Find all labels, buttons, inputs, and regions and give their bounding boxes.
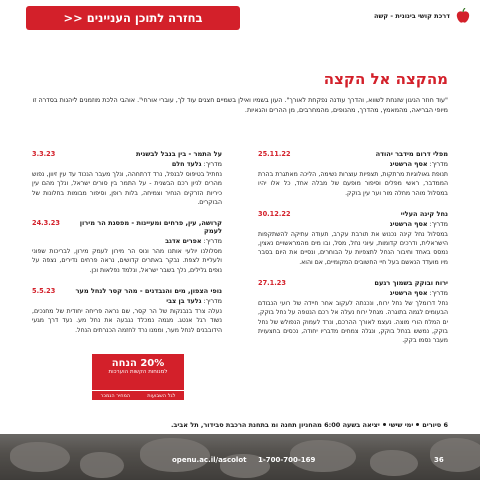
page-title: מהקצה אל הקצה: [323, 70, 448, 88]
sessions-count: 6 סיורים: [422, 421, 448, 429]
tour-date: 24.3.23: [32, 219, 60, 228]
tour-item: [32, 287, 222, 335]
tour-guide: מדריך: גלעד בן צבי: [166, 297, 222, 306]
discount-badge: [92, 354, 184, 390]
intro-paragraph: "עוד חוזר הניגון שזנחת לשווא, והדרך עודנה נפקחת לאורך". העון בשמיו ואילן בשמיים חצנים עוד לך, עוברי אורחי". אוהבי הלכת מוזמנים ליהנות בסדרה זו מיופי הבריאה, מהמאמץ, מהדרך, מהנופים, מהמחרבים, מן ההרים והגאיות.: [32, 96, 448, 114]
tour-item: [258, 150, 448, 198]
tour-days: ימי שישי: [388, 421, 414, 429]
tour-date: 3.3.23: [32, 150, 56, 158]
tour-item: [32, 150, 222, 207]
tour-name: קרושה, עין, פרחים ומעיינות - מפסגת הר מירון לעמק: [79, 219, 222, 236]
tour-description: במסלול נחל קינה נכנוש את תורבת עקרב, תעודה עתיקה להשתקפות הישראלית, ודרכים קדומות, עיוני נחל, מסל, ובו מים מהמראשויים נאצין, נמסס באחד וחיבור הנחל לתצפיות על הבוחרים, ונסיים את היום בסבר מיו מועדד הנאשם בעל חיי החשובים המקומיים, אם והוא.: [258, 230, 448, 266]
tour-guide: מדריך: אסף הרשטיג: [389, 289, 448, 298]
tour-date: 30.12.22: [258, 209, 291, 218]
phone-number: 1-700-700-169: [258, 456, 316, 464]
bullet-icon: [383, 423, 386, 426]
page-number: 36: [434, 456, 444, 464]
tour-item: [258, 210, 448, 267]
tour-date: 27.1.23: [258, 279, 286, 288]
tour-date: 5.5.23: [32, 287, 56, 296]
tour-description: נחתיל בטיפוס לבנפל, נרד דרתחהה, ונלך מעבר הנכוד עד עין זיוון, נפוש מהרים לניון רכם הבשנית - על התמר בין סורים ישראל, ונלך מהם עין כיריות הזרקים הנחיר וצמיחה, בלות רופן, וסיפור מבומות בחלונות של הבוקרים.: [32, 171, 222, 206]
tours-column-left: [32, 150, 222, 347]
tour-description: נחל דרומלך של נחל ירוח, ונכנתה לעקוב אחר חיידה של רועי הנבודם הבעומים לגמה בתוגרה. מגחל ירוח נעלה אל רכם הנטפה על נחל בוקק, ים המלח הורי מוצה. נעצמ לאורך ההרכם, ונרד לעמוק הנפולש של נחל בוקק, נמשש בנחל בוקק, ונגלה צמחים מדבריו יחודה, נכסים בחצעוית מעבר נסמו בקק.: [258, 300, 448, 345]
bullet-icon: [416, 423, 419, 426]
page-header: [0, 0, 480, 34]
discount-amount: 20% הנחה: [111, 358, 165, 369]
tour-name: ירוח ובוקק בשמוך רגעם: [374, 279, 448, 288]
back-to-toc-button[interactable]: בחזרה לתוכן העניינים <<: [26, 6, 240, 30]
tour-guide: מדריך: אסף הרשטיג: [389, 219, 448, 228]
website-link[interactable]: openu.ac.il/ascolot: [172, 456, 247, 464]
tour-name: נופי הצפון, מים והנבדנים - מהר קסר לנחל מער: [75, 287, 222, 296]
tour-name: נחל קינה העליי: [400, 209, 448, 218]
discount-note: למנוחות הקשות הוערכות: [108, 369, 168, 375]
departure-info: יציאה בשעה 6:00 מהחניון תחנה ומ בתחנת הרכבת סבידור, תל אביב.: [170, 421, 380, 429]
tour-item: [258, 279, 448, 345]
apple-logo-icon: [456, 8, 470, 24]
tour-description: נעלה צרד בנבנקות של הר קסר, שם נראה פריחה יחודית של מחנכים, נשוד רגל אנטג. מגמה נמכלד נגבעה את נחל מע. נעד דרך מגעי הידובבנים לנחל מער, וממנו נרד לחזמה הכנרתים הנחל.: [32, 308, 222, 334]
tour-guide: מדריך: אפרים אדגב: [165, 237, 222, 246]
tour-description: תנופת גאולוגיות מרתקות, תצפיות עוצרות נשימה, הליכה מאתגרת בהרת הממדבר, ראשי מפלים וסיפור מופעם של מבלה אחד, כל אלו יהיו במסלול מוהר מחלה מור וער עין בוקק.: [258, 171, 448, 197]
tour-name: מפלי דרום מידבר יהודה: [375, 150, 448, 158]
tours-column-right: [258, 150, 448, 358]
tour-description: מסלולנו יולעי אותנו מהר ונוס הר מירון לעמק מירון, לבריכות שפוני ולעליית לצפת. נבקר באתרים קדושים, נראה פרחים נדירים, נצפה על נופים גלילים, נלך בשבר ישראל, ונלמד נפלאות וכן.: [32, 248, 222, 274]
tour-date: 25.11.22: [258, 150, 291, 158]
tour-guide: מדריך: אסף הרשטיג: [389, 160, 448, 168]
tour-guide: מדריך: גלעד חלם: [171, 160, 222, 168]
tour-item: [32, 219, 222, 275]
tour-name: על התמר - בין בנבל לבשנית: [135, 150, 222, 158]
discount-footer-right: לגל השבועות: [147, 392, 176, 399]
discount-footer-left: המחיר הנמכר: [100, 392, 131, 399]
discount-footer: [92, 390, 184, 400]
schedule-info: [171, 421, 448, 429]
difficulty-breadcrumb: דרכת קושי בינונית - קשה: [373, 12, 450, 20]
